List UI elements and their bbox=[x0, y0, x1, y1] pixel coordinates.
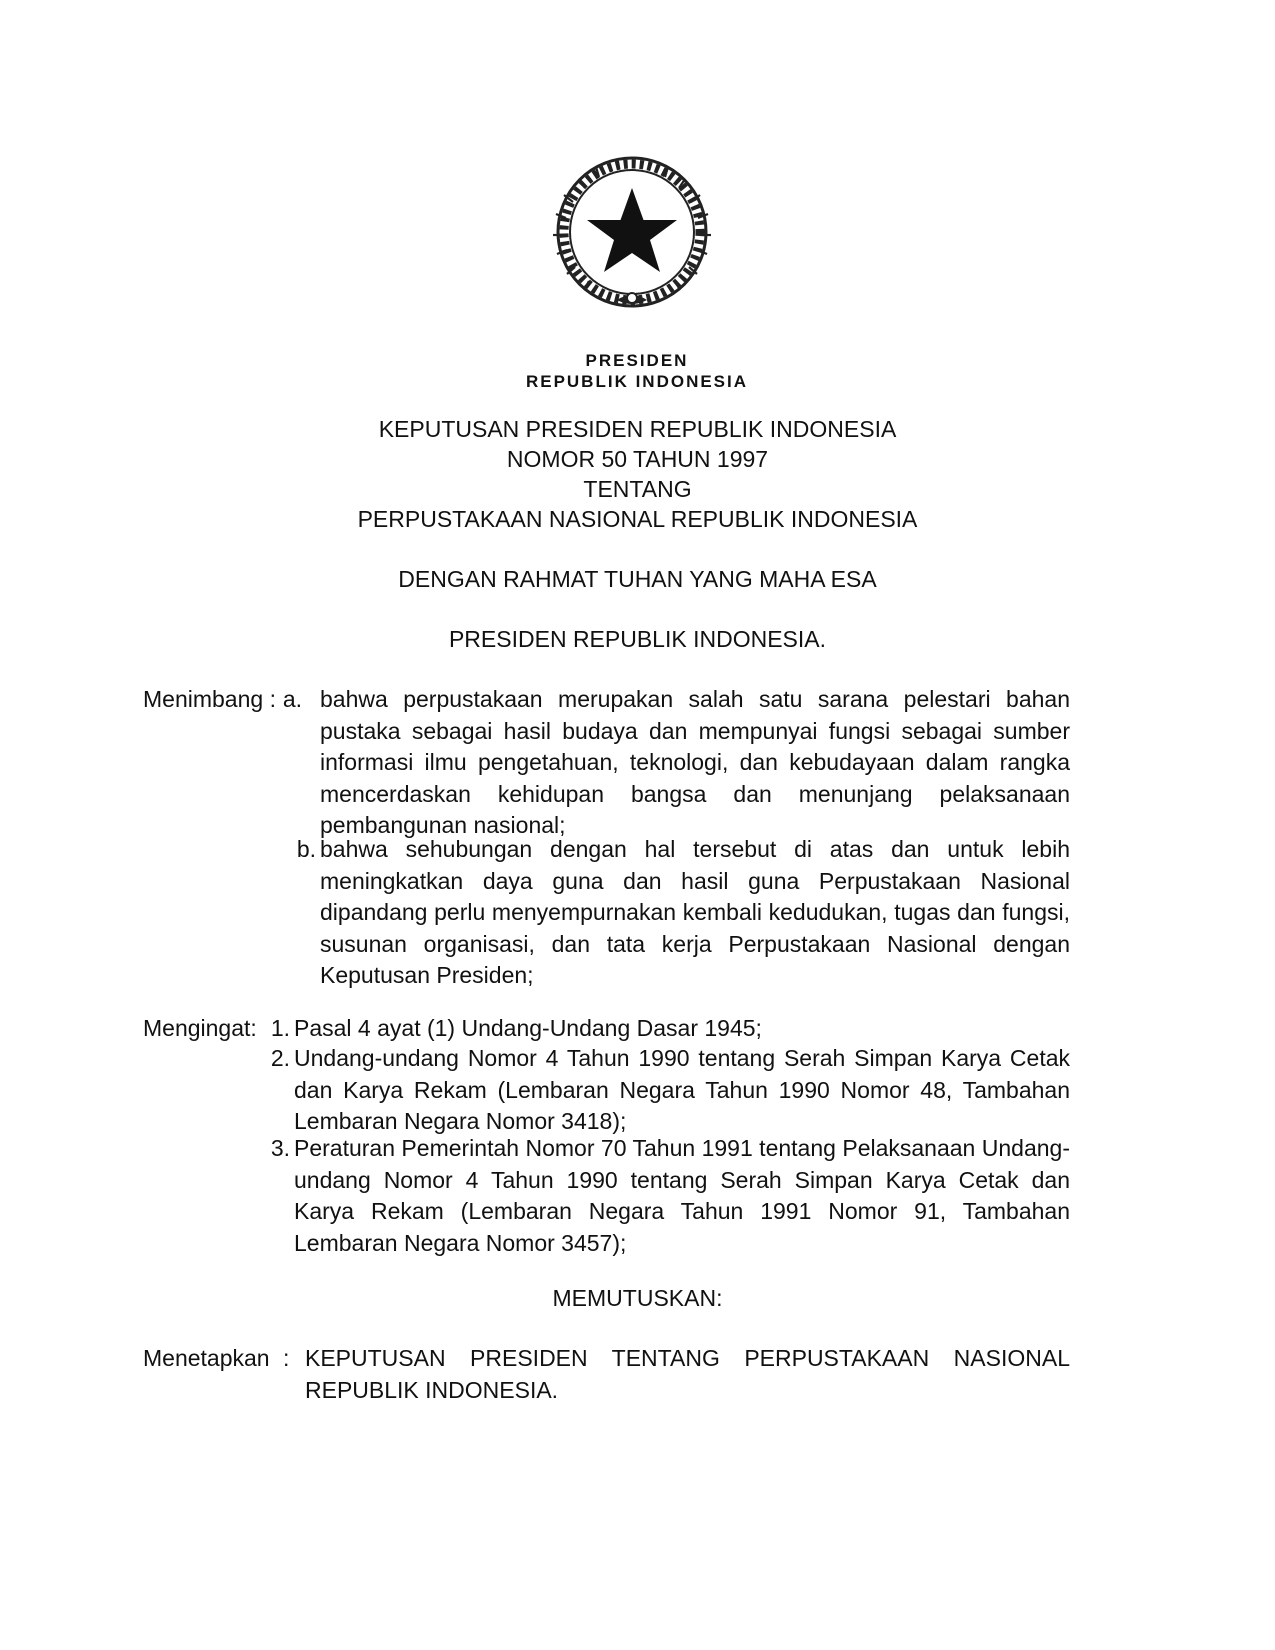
mengingat-item-2: Undang-undang Nomor 4 Tahun 1990 tentang Serah Simpan Karya Cetak dan Karya Rekam (Lembaran Negara Tahun 1990 Nomor 48, Tambahan Lembaran Negara Nomor 3418); bbox=[294, 1045, 1070, 1134]
title-line-2: NOMOR 50 TAHUN 1997 bbox=[506, 446, 769, 472]
menimbang-item-a: bahwa perpustakaan merupakan salah satu sarana pelestari bahan pustaka sebagai hasil budaya dan mempunyai fungsi sebagai sumber informasi ilmu pengetahuan, teknologi, dan kebudayaan dalam rangka mencerdaskan kehidupan bangsa dan menunjang pelaksanaan pembangunan nasional; bbox=[320, 686, 1070, 838]
mengingat-item-1: Pasal 4 ayat (1) Undang-Undang Dasar 1945; bbox=[294, 1015, 762, 1041]
title-line-1: KEPUTUSAN PRESIDEN REPUBLIK INDONESIA bbox=[378, 416, 897, 442]
mengingat-item-3: Peraturan Pemerintah Nomor 70 Tahun 1991 tentang Pelaksanaan Undang-undang Nomor 4 Tahun 1990 tentang Serah Simpan Karya Cetak dan Karya Rekam (Lembaran Negara Tahun 1991 Nomor 91, Tambahan Lembaran Negara Nomor 3457); bbox=[294, 1135, 1070, 1256]
invocation: DENGAN RAHMAT TUHAN YANG MAHA ESA bbox=[398, 566, 877, 592]
office-heading bbox=[437, 350, 837, 392]
menetapkan-label: Menetapkan bbox=[143, 1345, 270, 1371]
title-line-4: PERPUSTAKAAN NASIONAL REPUBLIK INDONESIA bbox=[357, 506, 918, 532]
memutuskan-heading: MEMUTUSKAN: bbox=[552, 1285, 723, 1311]
menetapkan-separator: : bbox=[283, 1345, 290, 1371]
president-line: PRESIDEN REPUBLIK INDONESIA. bbox=[448, 626, 827, 652]
mengingat-marker-1: 1. bbox=[270, 1015, 290, 1041]
mengingat-label: Mengingat: bbox=[143, 1015, 257, 1041]
menimbang-marker-a: a. bbox=[282, 686, 302, 712]
office-line-2: REPUBLIK INDONESIA bbox=[525, 372, 749, 391]
menimbang-item-b: bahwa sehubungan dengan hal tersebut di atas dan untuk lebih meningkatkan daya guna dan hasil guna Perpustakaan Nasional dipandang perlu menyempurnakan kembali kedudukan, tugas dan fungsi, susunan organisasi, dan tata kerja Perpustakaan Nasional dengan Keputusan Presiden; bbox=[320, 836, 1070, 988]
office-line-1: PRESIDEN bbox=[585, 351, 689, 370]
mengingat-marker-2: 2. bbox=[270, 1045, 290, 1071]
menimbang-marker-b: b. bbox=[296, 836, 316, 862]
presidential-star-emblem-icon bbox=[547, 150, 717, 320]
menetapkan-text: KEPUTUSAN PRESIDEN TENTANG PERPUSTAKAAN NASIONAL REPUBLIK INDONESIA. bbox=[305, 1345, 1070, 1403]
mengingat-marker-3: 3. bbox=[270, 1135, 290, 1161]
menimbang-label: Menimbang : bbox=[143, 686, 276, 712]
title-line-3: TENTANG bbox=[583, 476, 692, 502]
